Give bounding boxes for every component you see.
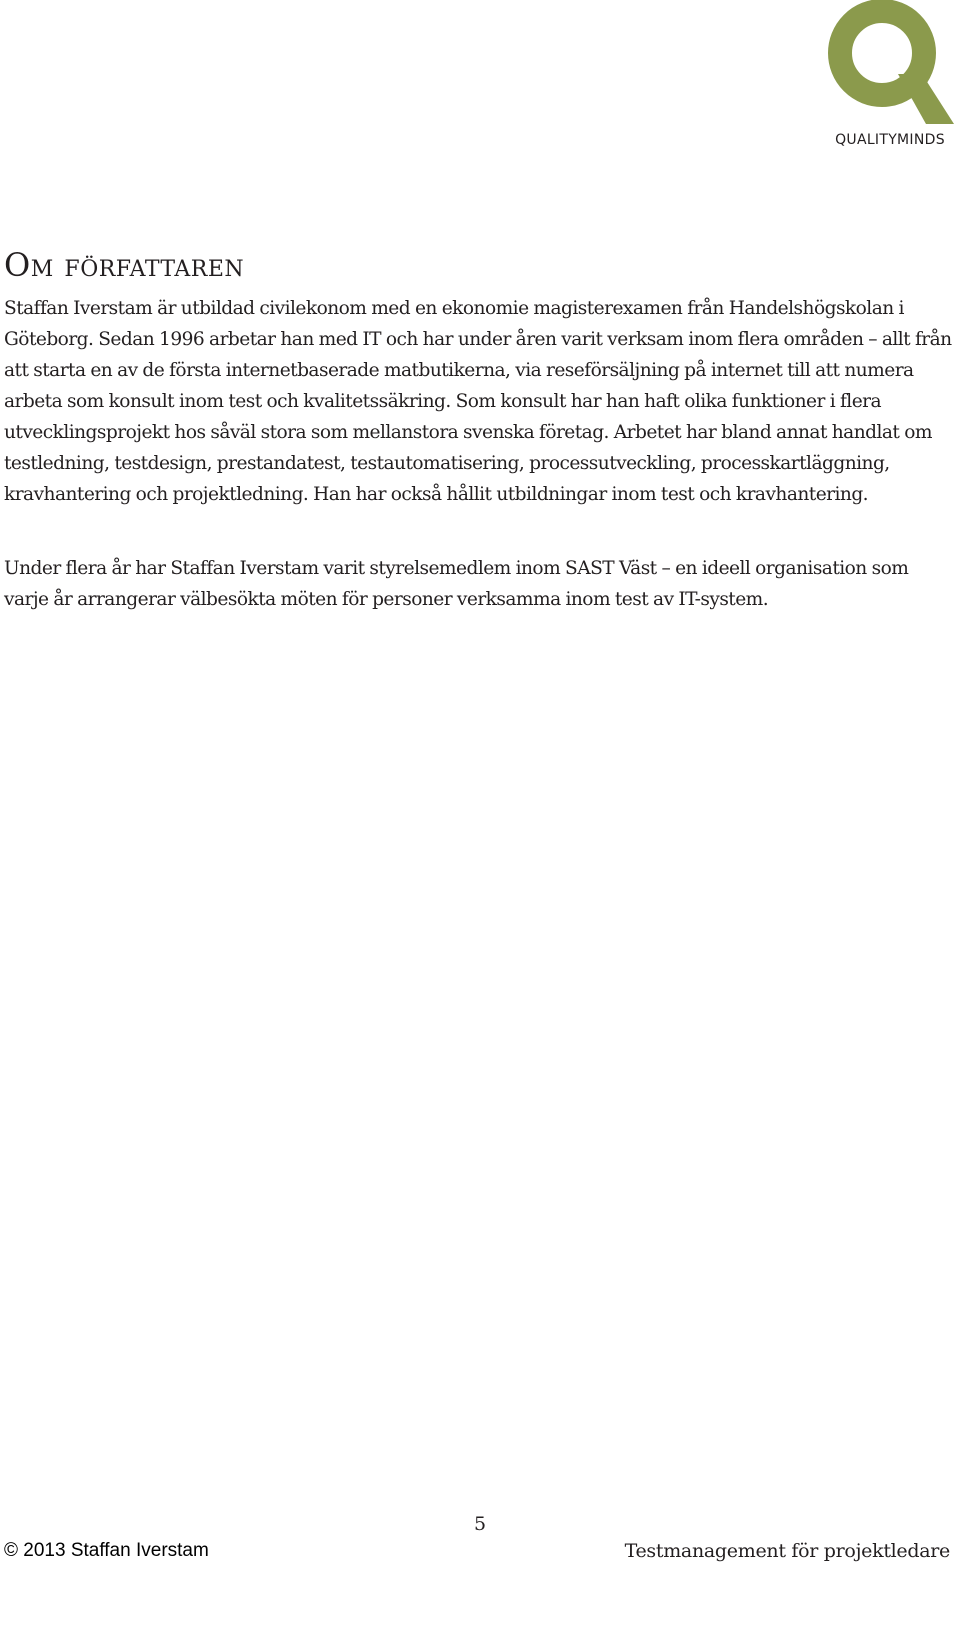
qualityminds-logo — [826, 0, 954, 160]
paragraph-about-author: Staffan Iverstam är utbildad civilekonom med en ekonomie magisterexamen från Handelshögskolan i Göteborg. Sedan 1996 arbetar han med IT och har under åren varit verksam inom flera områden – allt från att starta en av de första internetbaserade matbutikerna, via reseförsäljning på internet till att numera arbeta som konsult inom test och kvalitetssäkring. Som konsult har han haft olika funktioner i flera utvecklingsprojekt hos såväl stora som mellanstora svenska företag. Arbetet har bland annat handlat om testledning, testdesign, prestandatest, testautomatisering, processutveckling, processkartläggning, kravhantering och projektledning. Han har också hållit utbildningar inom test och kravhantering. — [4, 298, 952, 505]
page-title: Om författaren — [4, 246, 245, 284]
page-number: 5 — [473, 1513, 487, 1535]
footer-book-title: Testmanagement för projektledare — [624, 1540, 950, 1562]
logo-wordmark: QUALITYMINDS — [835, 132, 945, 148]
paragraph-board-member: Under flera år har Staffan Iverstam varit styrelsemedlem inom SAST Väst – en ideell organisation som varje år arrangerar välbesökta möten för personer verksamma inom test av IT-system. — [4, 558, 909, 610]
footer-copyright: © 2013 Staffan Iverstam — [4, 1540, 209, 1561]
q-logo-icon — [826, 0, 954, 124]
